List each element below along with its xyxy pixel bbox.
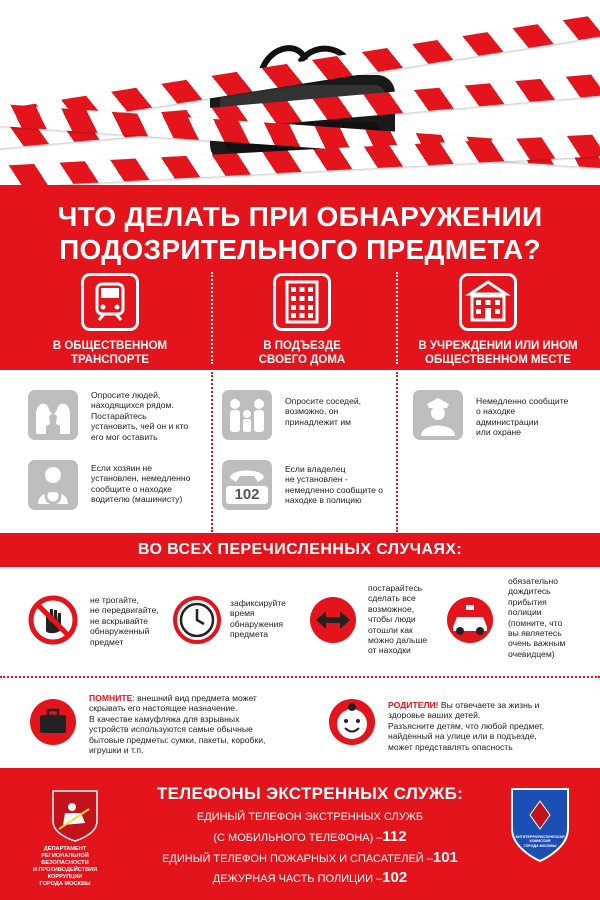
security-guard-icon — [413, 390, 463, 440]
moscow-coat-of-arms-icon — [45, 785, 105, 845]
rule-no-touch: не трогайте, не передвигайте, не вскрывайте обнаруженный предмет — [90, 595, 159, 647]
child-face-icon — [327, 697, 377, 747]
all-cases-heading: ВО ВСЕХ ПЕРЕЧИСЛЕННЫХ СЛУЧАЯХ: — [0, 533, 600, 567]
badge-102: 102 — [226, 486, 268, 504]
advice-transport-ask: Опросите людей, находящихся рядом. Постарайтесь установить, чей он и кто его мог оставить — [91, 390, 189, 442]
emergency-line-101: ЕДИНЫЙ ТЕЛЕФОН ПОЖАРНЫХ И СПАСАТЕЛЕЙ –101 — [162, 849, 458, 866]
remember-note: ПОМНИТЕ: внешний вид предмета может скрывать его настоящее назначение. В качестве камуфляжа для взрывных устройств используются самые обычные бытовые предметы: сумки, пакеты, коробки, игрушки и т.п. — [89, 693, 266, 756]
driver-icon — [28, 460, 78, 510]
apartment-building-icon — [273, 273, 331, 331]
column-label-public: В УЧРЕЖДЕНИИ ИЛИ ИНОМ ОБЩЕСТВЕННОМ МЕСТЕ — [418, 340, 578, 366]
police-phone-icon — [222, 460, 272, 510]
advice-home-report: Если владелец не установлен - немедленно сообщите о находке в полицию — [285, 464, 384, 506]
briefcase-icon — [28, 697, 78, 747]
emergency-line-1: ЕДИНЫЙ ТЕЛЕФОН ЭКСТРЕННЫХ СЛУЖБ — [196, 811, 424, 823]
police-car-icon — [445, 595, 495, 645]
antiterror-shield-icon — [508, 785, 572, 865]
advice-public-report: Немедленно сообщите о находке администрации или охране — [476, 396, 569, 438]
rule-wait-police: обязательно дождитесь прибытия полиции (помните, что вы являетесь очень важным очевидцем) — [508, 576, 566, 659]
move-away-arrows-icon — [308, 595, 358, 645]
column-label-home: В ПОДЪЕЗДЕ СВОЕГО ДОМА — [258, 340, 346, 366]
emergency-line-102: ДЕЖУРНАЯ ЧАСТЬ ПОЛИЦИИ –102 — [212, 869, 408, 886]
no-touch-icon — [28, 595, 78, 645]
advice-home-ask: Опросите соседей, возможно, он принадлежит им — [285, 396, 362, 427]
rule-record-time: зафиксируйте время обнаружения предмета — [230, 598, 286, 640]
emergency-line-112: (С МОБИЛЬНОГО ТЕЛЕФОНА) –112 — [213, 828, 407, 845]
hero-image — [0, 0, 600, 185]
parents-note: РОДИТЕЛИ! Вы отвечаете за жизнь и здоровье ваших детей. Разъясните детям, что любой предмет, найденный на улице или в подъезде, может представлять опасность — [388, 700, 545, 752]
page-title: ЧТО ДЕЛАТЬ ПРИ ОБНАРУЖЕНИИ ПОДОЗРИТЕЛЬНОГО ПРЕДМЕТА? — [57, 201, 543, 265]
two-faces-icon — [28, 390, 78, 440]
rule-move-away: постарайтесь сделать все возможное, чтобы люди отошли как можно дальше от находки — [368, 583, 428, 656]
train-icon — [81, 273, 139, 331]
column-label-transport: В ОБЩЕСТВЕННОМ ТРАНСПОРТЕ — [52, 340, 168, 366]
clock-icon — [172, 595, 222, 645]
family-icon — [222, 390, 272, 440]
institution-building-icon — [459, 273, 517, 331]
department-name: ДЕПАРТАМЕНТ РЕГИОНАЛЬНОЙ БЕЗОПАСНОСТИ И ПРОТИВОДЕЙСТВИЯ КОРРУПЦИИ ГОРОДА МОСКВЫ — [32, 846, 98, 887]
advice-transport-report: Если хозяин не установлен, немедленно сообщите о находке водителю (машинисту) — [91, 463, 191, 505]
footer-title: ТЕЛЕФОНЫ ЭКСТРЕННЫХ СЛУЖБ: — [156, 784, 464, 803]
shield-caption: АНТИТЕРРОРИСТИЧЕСКАЯ КОМИССИЯ ГОРОДА МОСКВЫ — [515, 835, 565, 848]
